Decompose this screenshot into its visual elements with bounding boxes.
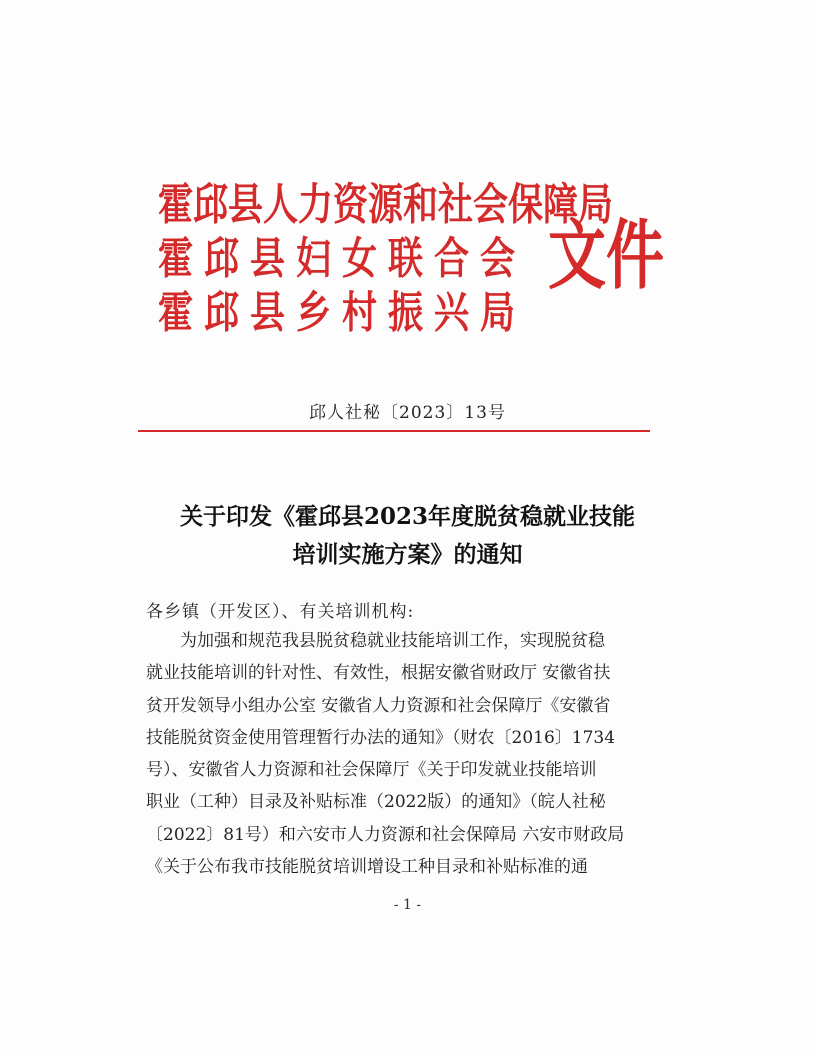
body-line: 职业（工种）目录及补贴标准（2022版）的通知》（皖人社秘 (146, 792, 606, 813)
body-line: 号）、安徽省人力资源和社会保障厅《关于印发就业技能培训 (146, 760, 597, 781)
title-line-2: 培训实施方案》的通知 (292, 541, 523, 568)
body-text (146, 625, 676, 883)
addressee: 各乡镇（开发区）、有关培训机构: (146, 602, 415, 622)
issuer-hr-bureau: 霍邱县人力资源和社会保障局 (158, 180, 614, 231)
document-title (120, 498, 695, 574)
red-divider (138, 430, 650, 432)
body-line: 〔2022〕81号）和六安市人力资源和社会保障局 六安市财政局 (146, 824, 625, 845)
document-number: 邱人社秘〔2023〕13号 (309, 403, 506, 423)
body-line: 为加强和规范我县脱贫稳就业技能培训工作，实现脱贫稳 (180, 631, 605, 651)
issuer-womens-federation: 霍邱县妇女联合会 (158, 234, 527, 285)
body-line: 《关于公布我市技能脱贫培训增设工种目录和补贴标准的通 (146, 857, 588, 878)
body-line: 技能脱贫资金使用管理暂行办法的通知》（财农〔2016〕1734 (146, 727, 616, 748)
title-line-1: 关于印发《霍邱县2023年度脱贫稳就业技能 (179, 503, 635, 530)
document-suffix: 文件 (548, 211, 665, 300)
body-line: 贫开发领导小组办公室 安徽省人力资源和社会保障厅《安徽省 (146, 695, 611, 716)
issuer-rural-revitalization: 霍邱县乡村振兴局 (158, 288, 527, 339)
page-number: - 1 - (393, 897, 422, 913)
body-line: 就业技能培训的针对性、有效性，根据安徽省财政厅 安徽省扶 (146, 663, 611, 684)
